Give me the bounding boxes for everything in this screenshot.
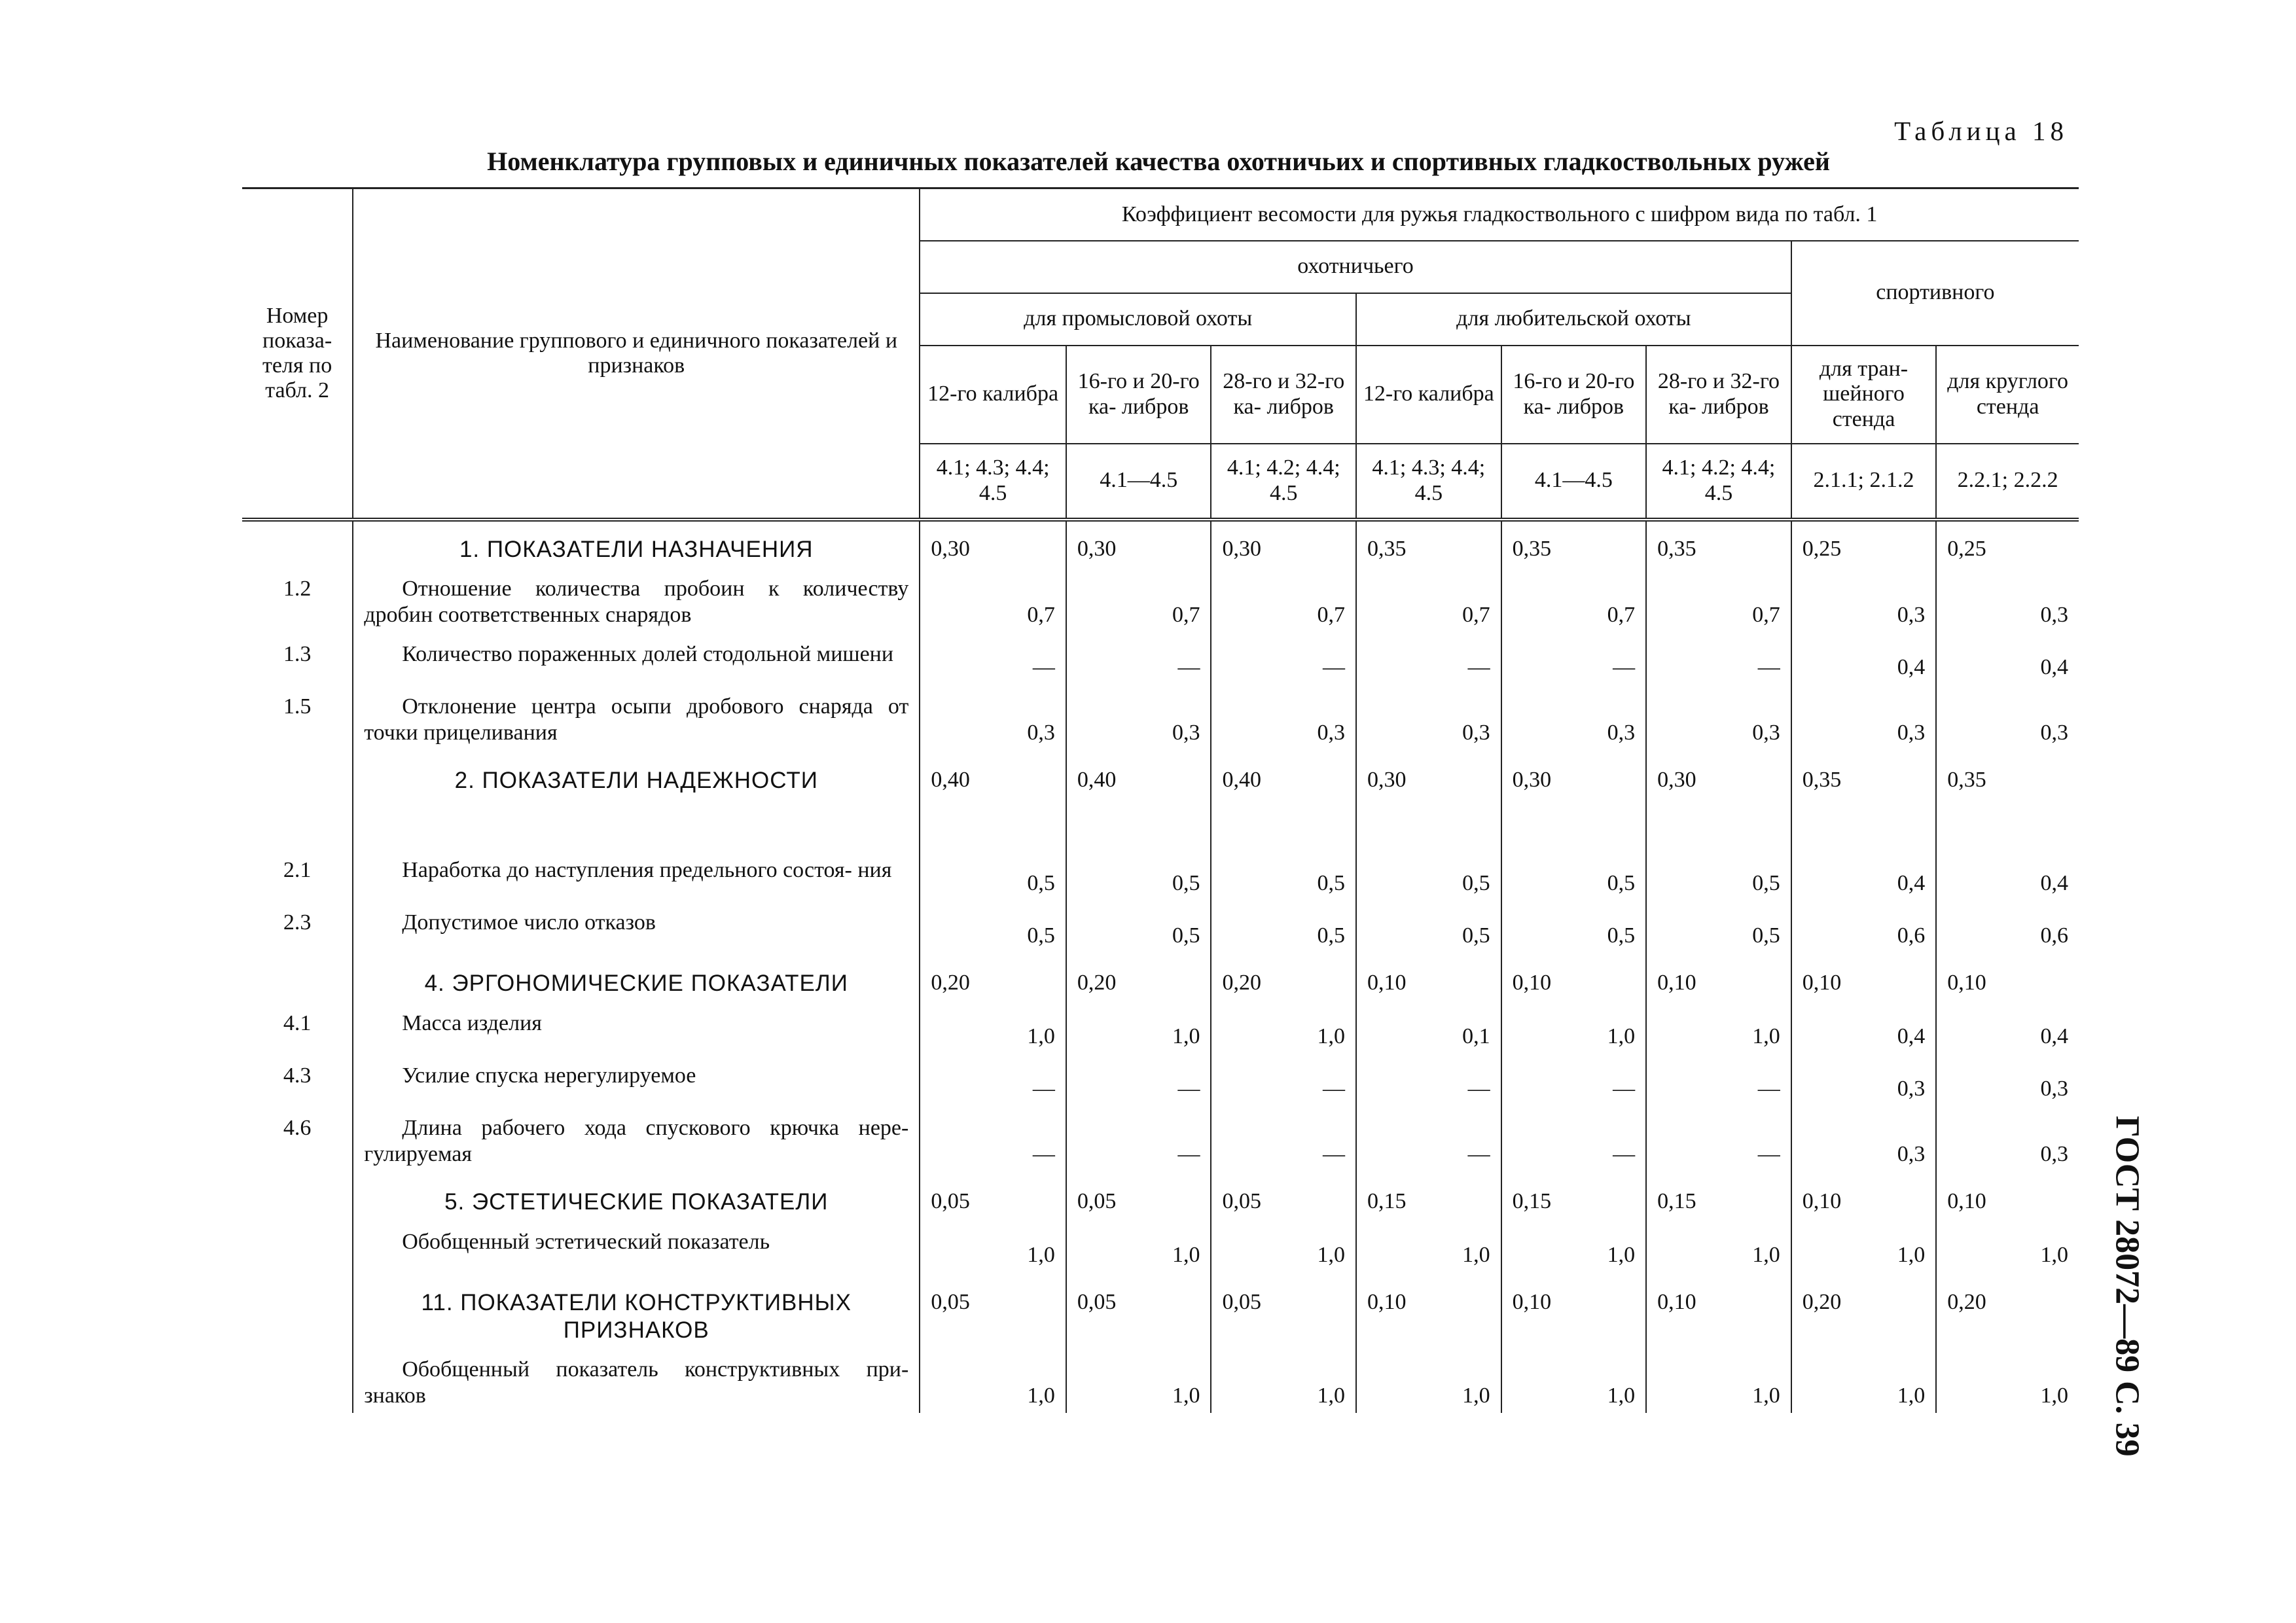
weight-value: 0,20 [1936, 1275, 2079, 1350]
name-text: 2. ПОКАЗАТЕЛИ НАДЕЖНОСТИ [454, 768, 818, 794]
weight-value: 0,3 [1791, 1109, 1937, 1174]
indicator-name [353, 903, 920, 955]
indicator-number [242, 1222, 353, 1275]
column-header-caliber: 28-го и 32-го ка- либров [1646, 346, 1791, 444]
weight-value: 0,3 [1356, 687, 1501, 753]
weight-value: 0,05 [920, 1275, 1066, 1350]
column-header-caliber: для круглого стенда [1936, 346, 2079, 444]
section-row [242, 520, 2079, 569]
weight-value: 0,40 [1066, 753, 1211, 851]
weight-value: 0,20 [1066, 955, 1211, 1004]
weight-value: 0,3 [1936, 569, 2079, 635]
weight-value: 0,3 [1066, 687, 1211, 753]
column-header-coefficient: Коэффициент весомости для ружья гладкоствольного с шифром вида по табл. 1 [920, 188, 2079, 241]
column-header-code: 4.1; 4.2; 4.4; 4.5 [1646, 444, 1791, 520]
weight-value: 1,0 [1936, 1350, 2079, 1413]
weight-value: 0,10 [1356, 1275, 1501, 1350]
weight-value: 0,6 [1791, 903, 1937, 955]
name-text: Длина рабочего хода спускового крючка нере- гулируемая [364, 1116, 909, 1167]
weight-value: 1,0 [1356, 1350, 1501, 1413]
column-header-code: 4.1—4.5 [1501, 444, 1647, 520]
weight-value: 1,0 [1791, 1222, 1937, 1275]
section-title [353, 1275, 920, 1350]
weight-value: 0,4 [1936, 1004, 2079, 1056]
indicator-number [242, 520, 353, 569]
weight-value: 1,0 [1066, 1004, 1211, 1056]
weight-value: 1,0 [1646, 1222, 1791, 1275]
name-text: Допустимое число отказов [402, 910, 656, 935]
indicator-number: 2.3 [283, 910, 312, 935]
indicator-name [353, 687, 920, 753]
weight-value: — [1356, 1056, 1501, 1109]
weight-value: 0,5 [920, 903, 1066, 955]
indicator-number [242, 1174, 353, 1222]
weight-value: 1,0 [1646, 1004, 1791, 1056]
name-text: 5. ЭСТЕТИЧЕСКИЕ ПОКАЗАТЕЛИ [444, 1189, 829, 1215]
weight-value: 1,0 [1211, 1350, 1356, 1413]
weight-value: 0,5 [1211, 903, 1356, 955]
weight-value: 1,0 [1356, 1222, 1501, 1275]
weight-value: — [1501, 1109, 1647, 1174]
weight-value: 0,3 [1501, 687, 1647, 753]
name-text: Отношение количества пробоин к количеству дробин соответственных снарядов [364, 576, 909, 627]
weight-value: 0,05 [920, 1174, 1066, 1222]
weight-value: 0,15 [1646, 1174, 1791, 1222]
column-header-hunting: охотничьего [920, 241, 1791, 293]
column-header-number: Номер показа- теля по табл. 2 [242, 188, 353, 520]
weight-value: 0,20 [920, 955, 1066, 1004]
weight-value: 0,05 [1066, 1174, 1211, 1222]
column-header-caliber: для тран- шейного стенда [1791, 346, 1937, 444]
column-header-code: 4.1—4.5 [1066, 444, 1211, 520]
weight-value: 0,5 [1356, 851, 1501, 903]
column-header-caliber: 16-го и 20-го ка- либров [1066, 346, 1211, 444]
weight-value: — [920, 1109, 1066, 1174]
standard-page-label: ГОСТ 28072—89 С. 39 [2108, 1115, 2146, 1457]
weight-value: 0,4 [1936, 635, 2079, 687]
weight-value: 0,35 [1501, 520, 1647, 569]
weight-value: 0,30 [920, 520, 1066, 569]
weight-value: — [1646, 1056, 1791, 1109]
indicator-number [242, 753, 353, 851]
name-text: Количество пораженных долей стодольной мишени [402, 642, 894, 667]
name-text: Обобщенный эстетический показатель [402, 1230, 770, 1255]
weight-value: — [1211, 635, 1356, 687]
name-text: 1. ПОКАЗАТЕЛИ НАЗНАЧЕНИЯ [459, 536, 814, 562]
weight-value: — [1066, 1109, 1211, 1174]
weight-value: 0,4 [1791, 851, 1937, 903]
weight-value: 0,7 [1211, 569, 1356, 635]
weight-value: 0,5 [1211, 851, 1356, 903]
weight-value: 0,3 [1646, 687, 1791, 753]
weight-value: 0,40 [920, 753, 1066, 851]
weight-value: 0,10 [1356, 955, 1501, 1004]
weight-value: 0,10 [1501, 955, 1647, 1004]
weight-value: — [920, 635, 1066, 687]
indicator-number: 1.3 [283, 642, 312, 667]
weight-value: 0,05 [1211, 1275, 1356, 1350]
weight-value: 0,3 [920, 687, 1066, 753]
weight-value: 0,25 [1936, 520, 2079, 569]
column-header-caliber: 28-го и 32-го ка- либров [1211, 346, 1356, 444]
weight-value: 0,1 [1356, 1004, 1501, 1056]
weight-value: 0,35 [1646, 520, 1791, 569]
weight-value: 1,0 [1066, 1350, 1211, 1413]
indicator-number: 4.6 [283, 1116, 312, 1141]
weight-value: 0,5 [1501, 903, 1647, 955]
weight-value: 1,0 [1501, 1222, 1647, 1275]
weight-value: 1,0 [920, 1350, 1066, 1413]
table-number: Таблица 18 [1894, 116, 2068, 146]
indicator-row [242, 635, 2079, 687]
column-header-amateur: для любительской охоты [1356, 293, 1791, 346]
weight-value: 1,0 [920, 1222, 1066, 1275]
indicator-row [242, 1109, 2079, 1174]
indicator-name [353, 1056, 920, 1109]
weight-value: 0,5 [1356, 903, 1501, 955]
table-title: Номенклатура групповых и единичных показателей качества охотничьих и спортивных гладкоствольных ружей [487, 147, 1830, 176]
weight-value: 0,4 [1791, 635, 1937, 687]
column-header-caliber: 12-го калибра [920, 346, 1066, 444]
weight-value: 0,3 [1211, 687, 1356, 753]
section-row [242, 753, 2079, 851]
indicator-name [353, 1350, 920, 1413]
weight-value: 0,30 [1356, 753, 1501, 851]
weight-value: 0,5 [920, 851, 1066, 903]
weight-value: 0,30 [1646, 753, 1791, 851]
weight-value: 0,4 [1791, 1004, 1937, 1056]
weight-value: 1,0 [1646, 1350, 1791, 1413]
section-title [353, 520, 920, 569]
column-header-sport: спортивного [1791, 241, 2079, 346]
weight-value: 0,05 [1211, 1174, 1356, 1222]
weight-value: 0,7 [920, 569, 1066, 635]
weight-value: 0,3 [1936, 687, 2079, 753]
weights-table [242, 187, 2079, 1413]
weight-value: 0,5 [1646, 903, 1791, 955]
weight-value: — [1211, 1056, 1356, 1109]
indicator-number [242, 1350, 353, 1413]
weight-value: 0,30 [1066, 520, 1211, 569]
section-row [242, 955, 2079, 1004]
weight-value: 1,0 [1211, 1004, 1356, 1056]
column-header-code: 4.1; 4.3; 4.4; 4.5 [1356, 444, 1501, 520]
indicator-name [353, 1109, 920, 1174]
weight-value: 0,7 [1646, 569, 1791, 635]
indicator-row [242, 1056, 2079, 1109]
indicator-row [242, 903, 2079, 955]
weight-value: 0,10 [1646, 1275, 1791, 1350]
weight-value: 0,10 [1501, 1275, 1647, 1350]
indicator-name [353, 1004, 920, 1056]
indicator-number: 4.3 [283, 1063, 312, 1088]
weight-value: 0,20 [1791, 1275, 1937, 1350]
weight-value: — [1501, 635, 1647, 687]
column-header-commercial: для промысловой охоты [920, 293, 1356, 346]
weight-value: 0,30 [1501, 753, 1647, 851]
weight-value: 0,3 [1936, 1056, 2079, 1109]
indicator-row [242, 851, 2079, 903]
weight-value: 0,5 [1066, 903, 1211, 955]
weight-value: 0,05 [1066, 1275, 1211, 1350]
weight-value: 0,5 [1646, 851, 1791, 903]
weight-value: 0,35 [1791, 753, 1937, 851]
weight-value: 1,0 [1501, 1004, 1647, 1056]
indicator-row [242, 569, 2079, 635]
indicator-name [353, 851, 920, 903]
indicator-row [242, 1350, 2079, 1413]
weight-value: 0,7 [1501, 569, 1647, 635]
indicator-number [242, 955, 353, 1004]
indicator-number: 2.1 [283, 858, 312, 883]
weight-value: 0,20 [1211, 955, 1356, 1004]
column-header-caliber: 12-го калибра [1356, 346, 1501, 444]
name-text: Обобщенный показатель конструктивных при- знаков [364, 1357, 909, 1408]
weight-value: 0,6 [1936, 903, 2079, 955]
weight-value: 1,0 [920, 1004, 1066, 1056]
weight-value: 1,0 [1501, 1350, 1647, 1413]
weight-value: — [1646, 635, 1791, 687]
indicator-number: 1.5 [283, 694, 312, 719]
quality-indicators-table [242, 187, 2079, 1413]
name-text: 4. ЭРГОНОМИЧЕСКИЕ ПОКАЗАТЕЛИ [424, 971, 848, 997]
column-header-code: 2.2.1; 2.2.2 [1936, 444, 2079, 520]
column-header-code: 2.1.1; 2.1.2 [1791, 444, 1937, 520]
weight-value: 0,40 [1211, 753, 1356, 851]
indicator-number [242, 1275, 353, 1350]
column-header-name: Наименование группового и единичного показателей и признаков [353, 188, 920, 520]
weight-value: 0,5 [1501, 851, 1647, 903]
indicator-row [242, 1222, 2079, 1275]
weight-value: 0,15 [1501, 1174, 1647, 1222]
weight-value: 0,10 [1791, 955, 1937, 1004]
weight-value: 0,10 [1791, 1174, 1937, 1222]
indicator-name [353, 1222, 920, 1275]
indicator-name [353, 635, 920, 687]
weight-value: 0,35 [1356, 520, 1501, 569]
section-row [242, 1275, 2079, 1350]
indicator-number: 1.2 [283, 576, 312, 601]
weight-value: 0,3 [1791, 1056, 1937, 1109]
section-title [353, 753, 920, 851]
name-text: 11. ПОКАЗАТЕЛИ КОНСТРУКТИВНЫХ ПРИЗНАКОВ [421, 1290, 852, 1343]
weight-value: 0,3 [1791, 687, 1937, 753]
weight-value: 1,0 [1936, 1222, 2079, 1275]
weight-value: 1,0 [1211, 1222, 1356, 1275]
weight-value: 0,10 [1646, 955, 1791, 1004]
weight-value: — [1356, 635, 1501, 687]
weight-value: 0,10 [1936, 1174, 2079, 1222]
weight-value: 1,0 [1066, 1222, 1211, 1275]
weight-value: 0,3 [1791, 569, 1937, 635]
name-text: Усилие спуска нерегулируемое [402, 1063, 696, 1088]
indicator-name [353, 569, 920, 635]
weight-value: 0,10 [1936, 955, 2079, 1004]
weight-value: 0,30 [1211, 520, 1356, 569]
weight-value: 0,3 [1936, 1109, 2079, 1174]
weight-value: 0,15 [1356, 1174, 1501, 1222]
section-row [242, 1174, 2079, 1222]
column-header-code: 4.1; 4.2; 4.4; 4.5 [1211, 444, 1356, 520]
name-text: Масса изделия [402, 1011, 542, 1036]
indicator-row [242, 1004, 2079, 1056]
weight-value: — [1646, 1109, 1791, 1174]
weight-value: — [1066, 1056, 1211, 1109]
weight-value: 0,4 [1936, 851, 2079, 903]
name-text: Отклонение центра осыпи дробового снаряда от точки прицеливания [364, 694, 909, 745]
weight-value: — [1356, 1109, 1501, 1174]
column-header-caliber: 16-го и 20-го ка- либров [1501, 346, 1647, 444]
name-text: Наработка до наступления предельного состоя- ния [402, 858, 892, 883]
weight-value: 0,35 [1936, 753, 2079, 851]
weight-value: — [1066, 635, 1211, 687]
weight-value: — [920, 1056, 1066, 1109]
weight-value: 0,7 [1066, 569, 1211, 635]
weight-value: 0,5 [1066, 851, 1211, 903]
column-header-code: 4.1; 4.3; 4.4; 4.5 [920, 444, 1066, 520]
weight-value: 0,7 [1356, 569, 1501, 635]
section-title [353, 955, 920, 1004]
weight-value: — [1501, 1056, 1647, 1109]
weight-value: 1,0 [1791, 1350, 1937, 1413]
indicator-number: 4.1 [283, 1011, 312, 1036]
weight-value: — [1211, 1109, 1356, 1174]
section-title [353, 1174, 920, 1222]
indicator-row [242, 687, 2079, 753]
weight-value: 0,25 [1791, 520, 1937, 569]
